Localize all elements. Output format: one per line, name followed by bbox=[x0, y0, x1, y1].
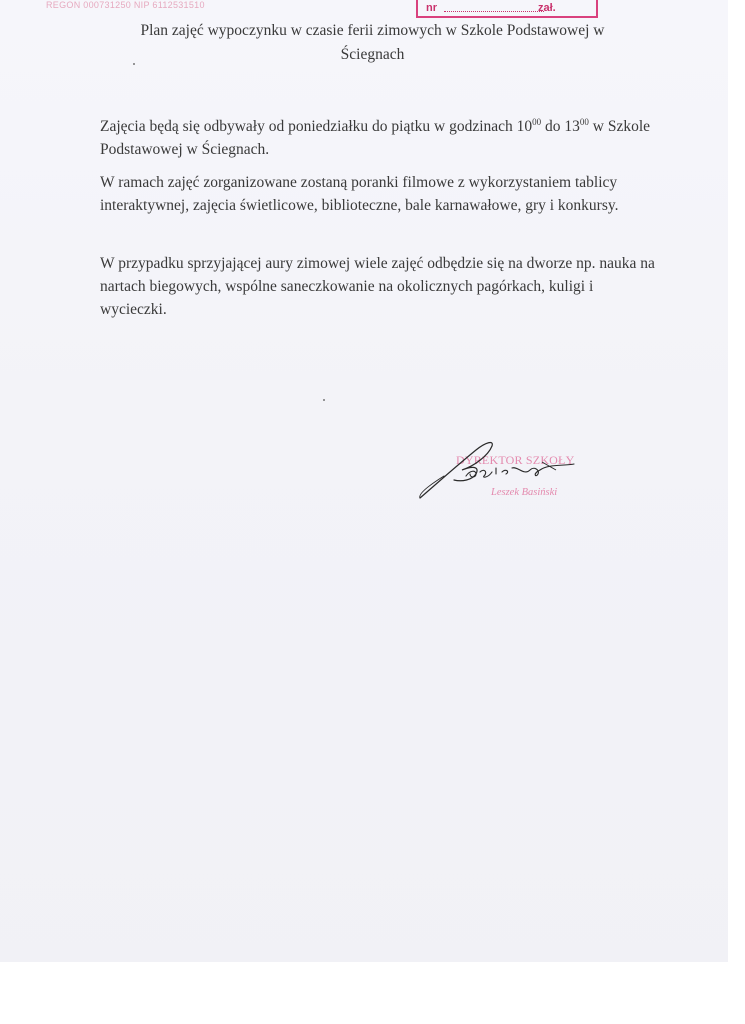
document-title bbox=[100, 19, 645, 67]
speck-mark bbox=[133, 63, 135, 65]
registration-number-label: nr bbox=[426, 2, 437, 14]
director-stamp-title: DYREKTOR SZKOŁY bbox=[456, 453, 575, 467]
title-line-2: Ściegnach bbox=[340, 46, 405, 63]
schedule-text-c: w Szkole Podstawowej w Ściegnach. bbox=[100, 118, 651, 158]
registration-number-line bbox=[444, 11, 544, 12]
scan-margin-right bbox=[728, 0, 745, 1024]
paragraph-activities: W ramach zajęć zorganizowane zostaną poranki filmowe z wykorzystaniem tablicy interaktywnej, zajęcia świetlicowe, biblioteczne, bale karnawałowe, gry i konkursy. bbox=[100, 174, 619, 214]
scan-margin-bottom bbox=[0, 962, 745, 1024]
schedule-end-minutes: 00 bbox=[579, 117, 589, 127]
schedule-text-b: do 13 bbox=[541, 118, 580, 135]
registration-stamp bbox=[416, 0, 598, 18]
director-name-stamp: Leszek Basiński bbox=[491, 487, 558, 498]
paragraph-outdoor: W przypadku sprzyjającej aury zimowej wiele zajęć odbędzie się na dworze np. nauka na nartach biegowych, wspólne saneczkowanie na okolicznych pagórkach, kuligi i wycieczki. bbox=[100, 255, 655, 318]
title-line-1: Plan zajęć wypoczynku w czasie ferii zimowych w Szkole Podstawowej w bbox=[140, 22, 605, 39]
schedule-start-minutes: 00 bbox=[532, 117, 542, 127]
attachment-label: zał. bbox=[538, 2, 556, 14]
paragraph-schedule bbox=[100, 115, 660, 161]
schedule-text-a: Zajęcia będą się odbywały od poniedziałku do piątku w godzinach 10 bbox=[100, 118, 533, 135]
speck-mark bbox=[323, 399, 325, 401]
regon-nip-stamp: REGON 000731250 NIP 6112531510 bbox=[46, 0, 205, 10]
